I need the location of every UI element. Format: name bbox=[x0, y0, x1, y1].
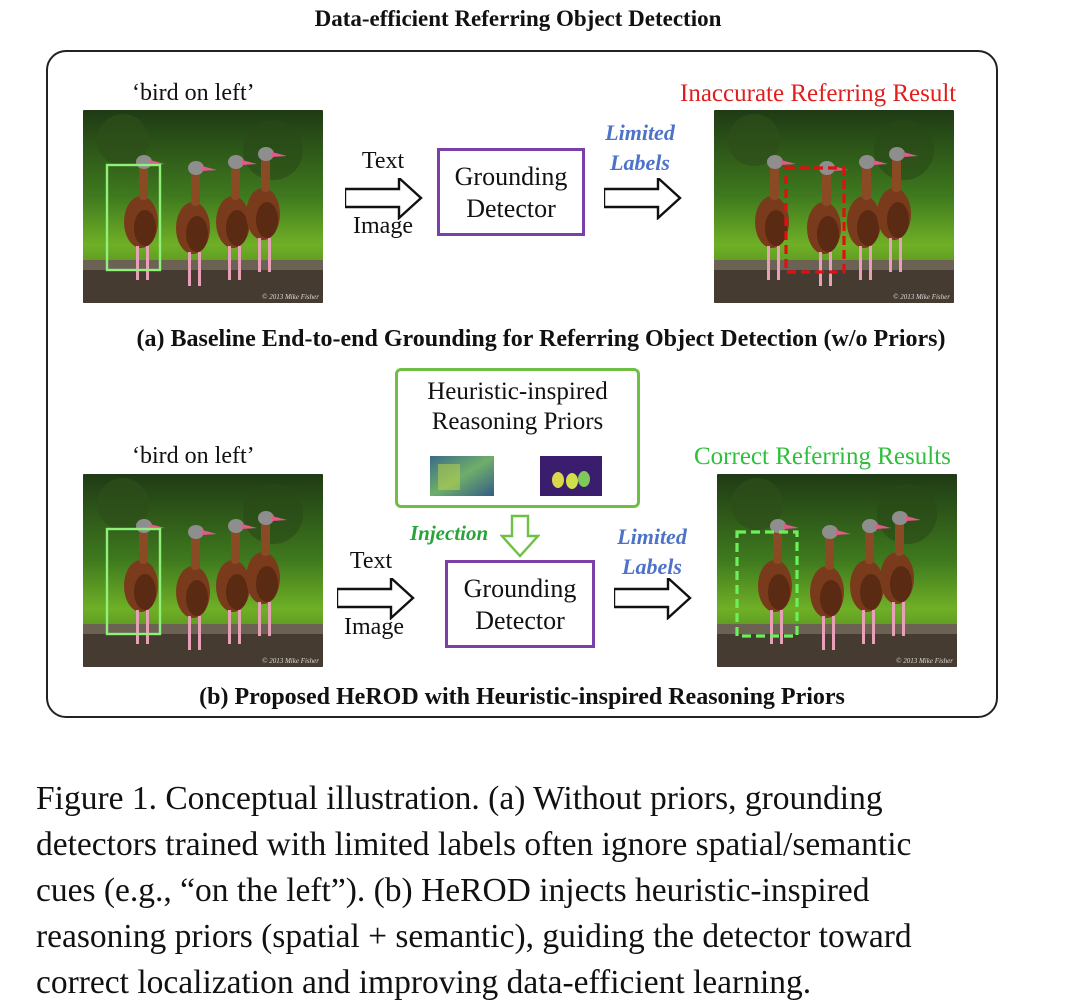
photo-credit-b: © 2013 Mike Fisher bbox=[262, 657, 319, 665]
caption-line: reasoning priors (spatial + semantic), guiding the detector toward bbox=[36, 918, 912, 955]
photo-credit-a2: © 2013 Mike Fisher bbox=[893, 293, 950, 301]
figure-title: Data-efficient Referring Object Detection bbox=[314, 6, 722, 31]
inaccurate-result-label: Inaccurate Referring Result bbox=[680, 80, 957, 107]
figure-caption bbox=[36, 776, 1026, 1006]
detector-line2-b: Detector bbox=[475, 606, 565, 635]
photo-credit-b2: © 2013 Mike Fisher bbox=[896, 657, 953, 665]
limited-line1-a: Limited bbox=[605, 120, 675, 145]
caption-line: Figure 1. Conceptual illustration. (a) Without priors, grounding bbox=[36, 780, 883, 817]
query-text-b: ‘bird on left’ bbox=[132, 443, 255, 469]
image-input-label-a: Image bbox=[353, 213, 413, 239]
spatial-prior-map bbox=[430, 456, 494, 496]
caption-line: cues (e.g., “on the left”). (b) HeROD injects heuristic-inspired bbox=[36, 872, 870, 909]
limited-labels-a bbox=[600, 118, 680, 178]
text-input-label-a: Text bbox=[361, 148, 405, 174]
text-input-label-b: Text bbox=[349, 548, 393, 574]
detector-line1-a: Grounding bbox=[454, 162, 568, 191]
output-photo-a bbox=[714, 110, 954, 303]
panel-b-caption: (b) Proposed HeROD with Heuristic-inspired Reasoning Priors bbox=[199, 684, 845, 710]
caption-line: detectors trained with limited labels often ignore spatial/semantic bbox=[36, 826, 912, 863]
detector-line1-b: Grounding bbox=[463, 574, 577, 603]
photo-credit-a: © 2013 Mike Fisher bbox=[262, 293, 319, 301]
image-input-label-b: Image bbox=[344, 614, 404, 640]
limited-line1-b: Limited bbox=[617, 524, 687, 549]
query-text-a: ‘bird on left’ bbox=[132, 80, 255, 106]
output-arrow-a bbox=[604, 178, 684, 220]
limited-line2-a: Labels bbox=[610, 150, 670, 175]
limited-line2-b: Labels bbox=[622, 554, 682, 579]
injection-label: Injection bbox=[410, 521, 489, 545]
panel-a-caption: (a) Baseline End-to-end Grounding for Referring Object Detection (w/o Priors) bbox=[136, 326, 946, 352]
injection-arrow bbox=[500, 514, 540, 558]
input-photo-a bbox=[83, 110, 323, 303]
priors-line1: Heuristic-inspired bbox=[427, 378, 608, 405]
caption-line: correct localization and improving data-efficient learning. bbox=[36, 964, 812, 1001]
output-arrow-b bbox=[614, 578, 694, 620]
grounding-detector-b bbox=[445, 560, 595, 648]
input-photo-b bbox=[83, 474, 323, 667]
semantic-prior-map bbox=[540, 456, 602, 496]
limited-labels-b bbox=[612, 522, 692, 582]
grounding-detector-a bbox=[437, 148, 585, 236]
detector-line2-a: Detector bbox=[466, 194, 556, 223]
output-photo-b bbox=[717, 474, 957, 667]
priors-line2: Reasoning Priors bbox=[431, 408, 604, 435]
correct-result-label: Correct Referring Results bbox=[694, 443, 951, 470]
